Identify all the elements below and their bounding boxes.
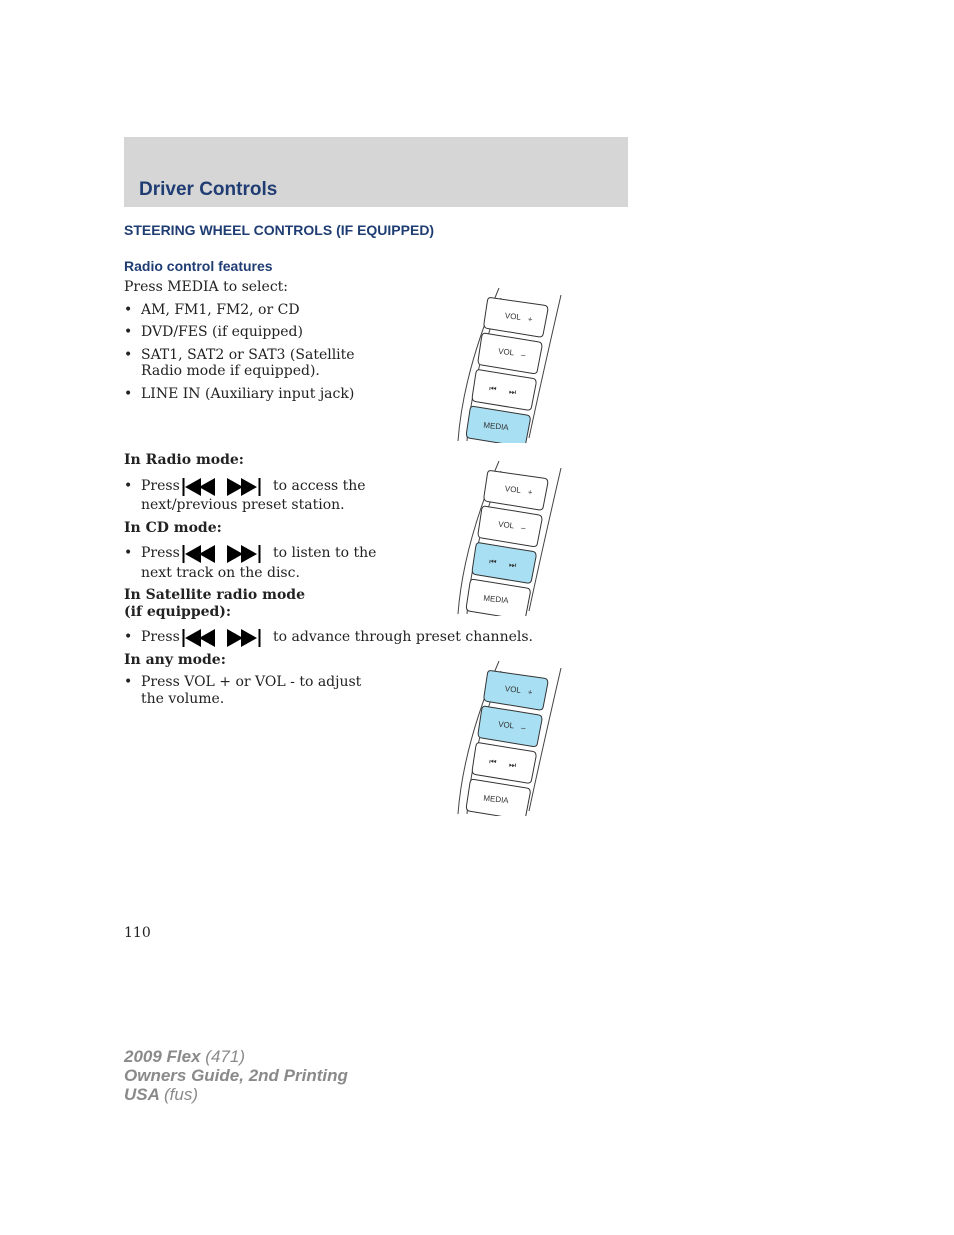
list-item-continuation: Radio mode if equipped). (141, 363, 320, 379)
satellite-mode-heading-continuation: (if equipped): (124, 604, 232, 620)
cd-mode-text: to listen to the (273, 545, 377, 561)
footer-guide: Owners Guide, 2nd Printing (124, 1066, 348, 1085)
svg-text:–: – (520, 350, 526, 360)
svg-text:⏮: ⏮ (488, 383, 497, 394)
svg-text:MEDIA: MEDIA (482, 793, 510, 806)
svg-text:⏭: ⏭ (508, 560, 517, 570)
svg-text:–: – (520, 723, 526, 733)
steering-controls-illustration-seek (455, 456, 565, 616)
satellite-mode-heading: In Satellite radio mode (124, 587, 305, 603)
svg-text:–: – (520, 523, 526, 533)
svg-text:+: + (527, 314, 533, 325)
svg-text:⏮: ⏮ (488, 556, 497, 567)
footer (124, 1047, 348, 1104)
seek-buttons-icon (182, 545, 262, 563)
cd-mode-text-continuation: next track on the disc. (141, 565, 300, 581)
footer-market: USA (124, 1085, 160, 1104)
svg-text:MEDIA: MEDIA (482, 420, 510, 433)
steering-controls-illustration-volume (455, 656, 565, 816)
any-mode-text-continuation: the volume. (141, 691, 225, 707)
footer-model-code: (471) (205, 1047, 245, 1066)
cd-mode-heading: In CD mode: (124, 520, 222, 536)
radio-mode-heading: In Radio mode: (124, 452, 244, 468)
page-number: 110 (124, 925, 151, 941)
svg-text:+: + (527, 487, 533, 498)
subsection-title: Radio control features (124, 258, 273, 274)
svg-text:VOL: VOL (504, 484, 522, 495)
intro-text: Press MEDIA to select: (124, 279, 289, 295)
any-mode-heading: In any mode: (124, 652, 226, 668)
section-title: STEERING WHEEL CONTROLS (IF EQUIPPED) (124, 222, 435, 238)
svg-text:⏭: ⏭ (508, 760, 517, 770)
svg-text:VOL: VOL (497, 346, 515, 358)
svg-text:⏭: ⏭ (508, 387, 517, 397)
steering-controls-illustration-media (455, 283, 565, 443)
seek-buttons-icon (182, 478, 262, 496)
chapter-title: Driver Controls (139, 179, 278, 200)
svg-text:VOL: VOL (504, 684, 522, 695)
svg-text:VOL: VOL (497, 719, 515, 731)
satellite-mode-text: to advance through preset channels. (273, 629, 533, 645)
svg-text:VOL: VOL (497, 519, 515, 531)
svg-text:VOL: VOL (504, 311, 522, 322)
footer-model: 2009 Flex (124, 1047, 201, 1066)
radio-mode-text-continuation: next/previous preset station. (141, 497, 345, 513)
footer-market-code: (fus) (164, 1085, 198, 1104)
svg-text:MEDIA: MEDIA (482, 593, 510, 606)
svg-text:⏮: ⏮ (488, 756, 497, 767)
radio-mode-text: to access the (273, 478, 366, 494)
svg-text:+: + (527, 687, 533, 698)
seek-buttons-icon (182, 629, 262, 647)
